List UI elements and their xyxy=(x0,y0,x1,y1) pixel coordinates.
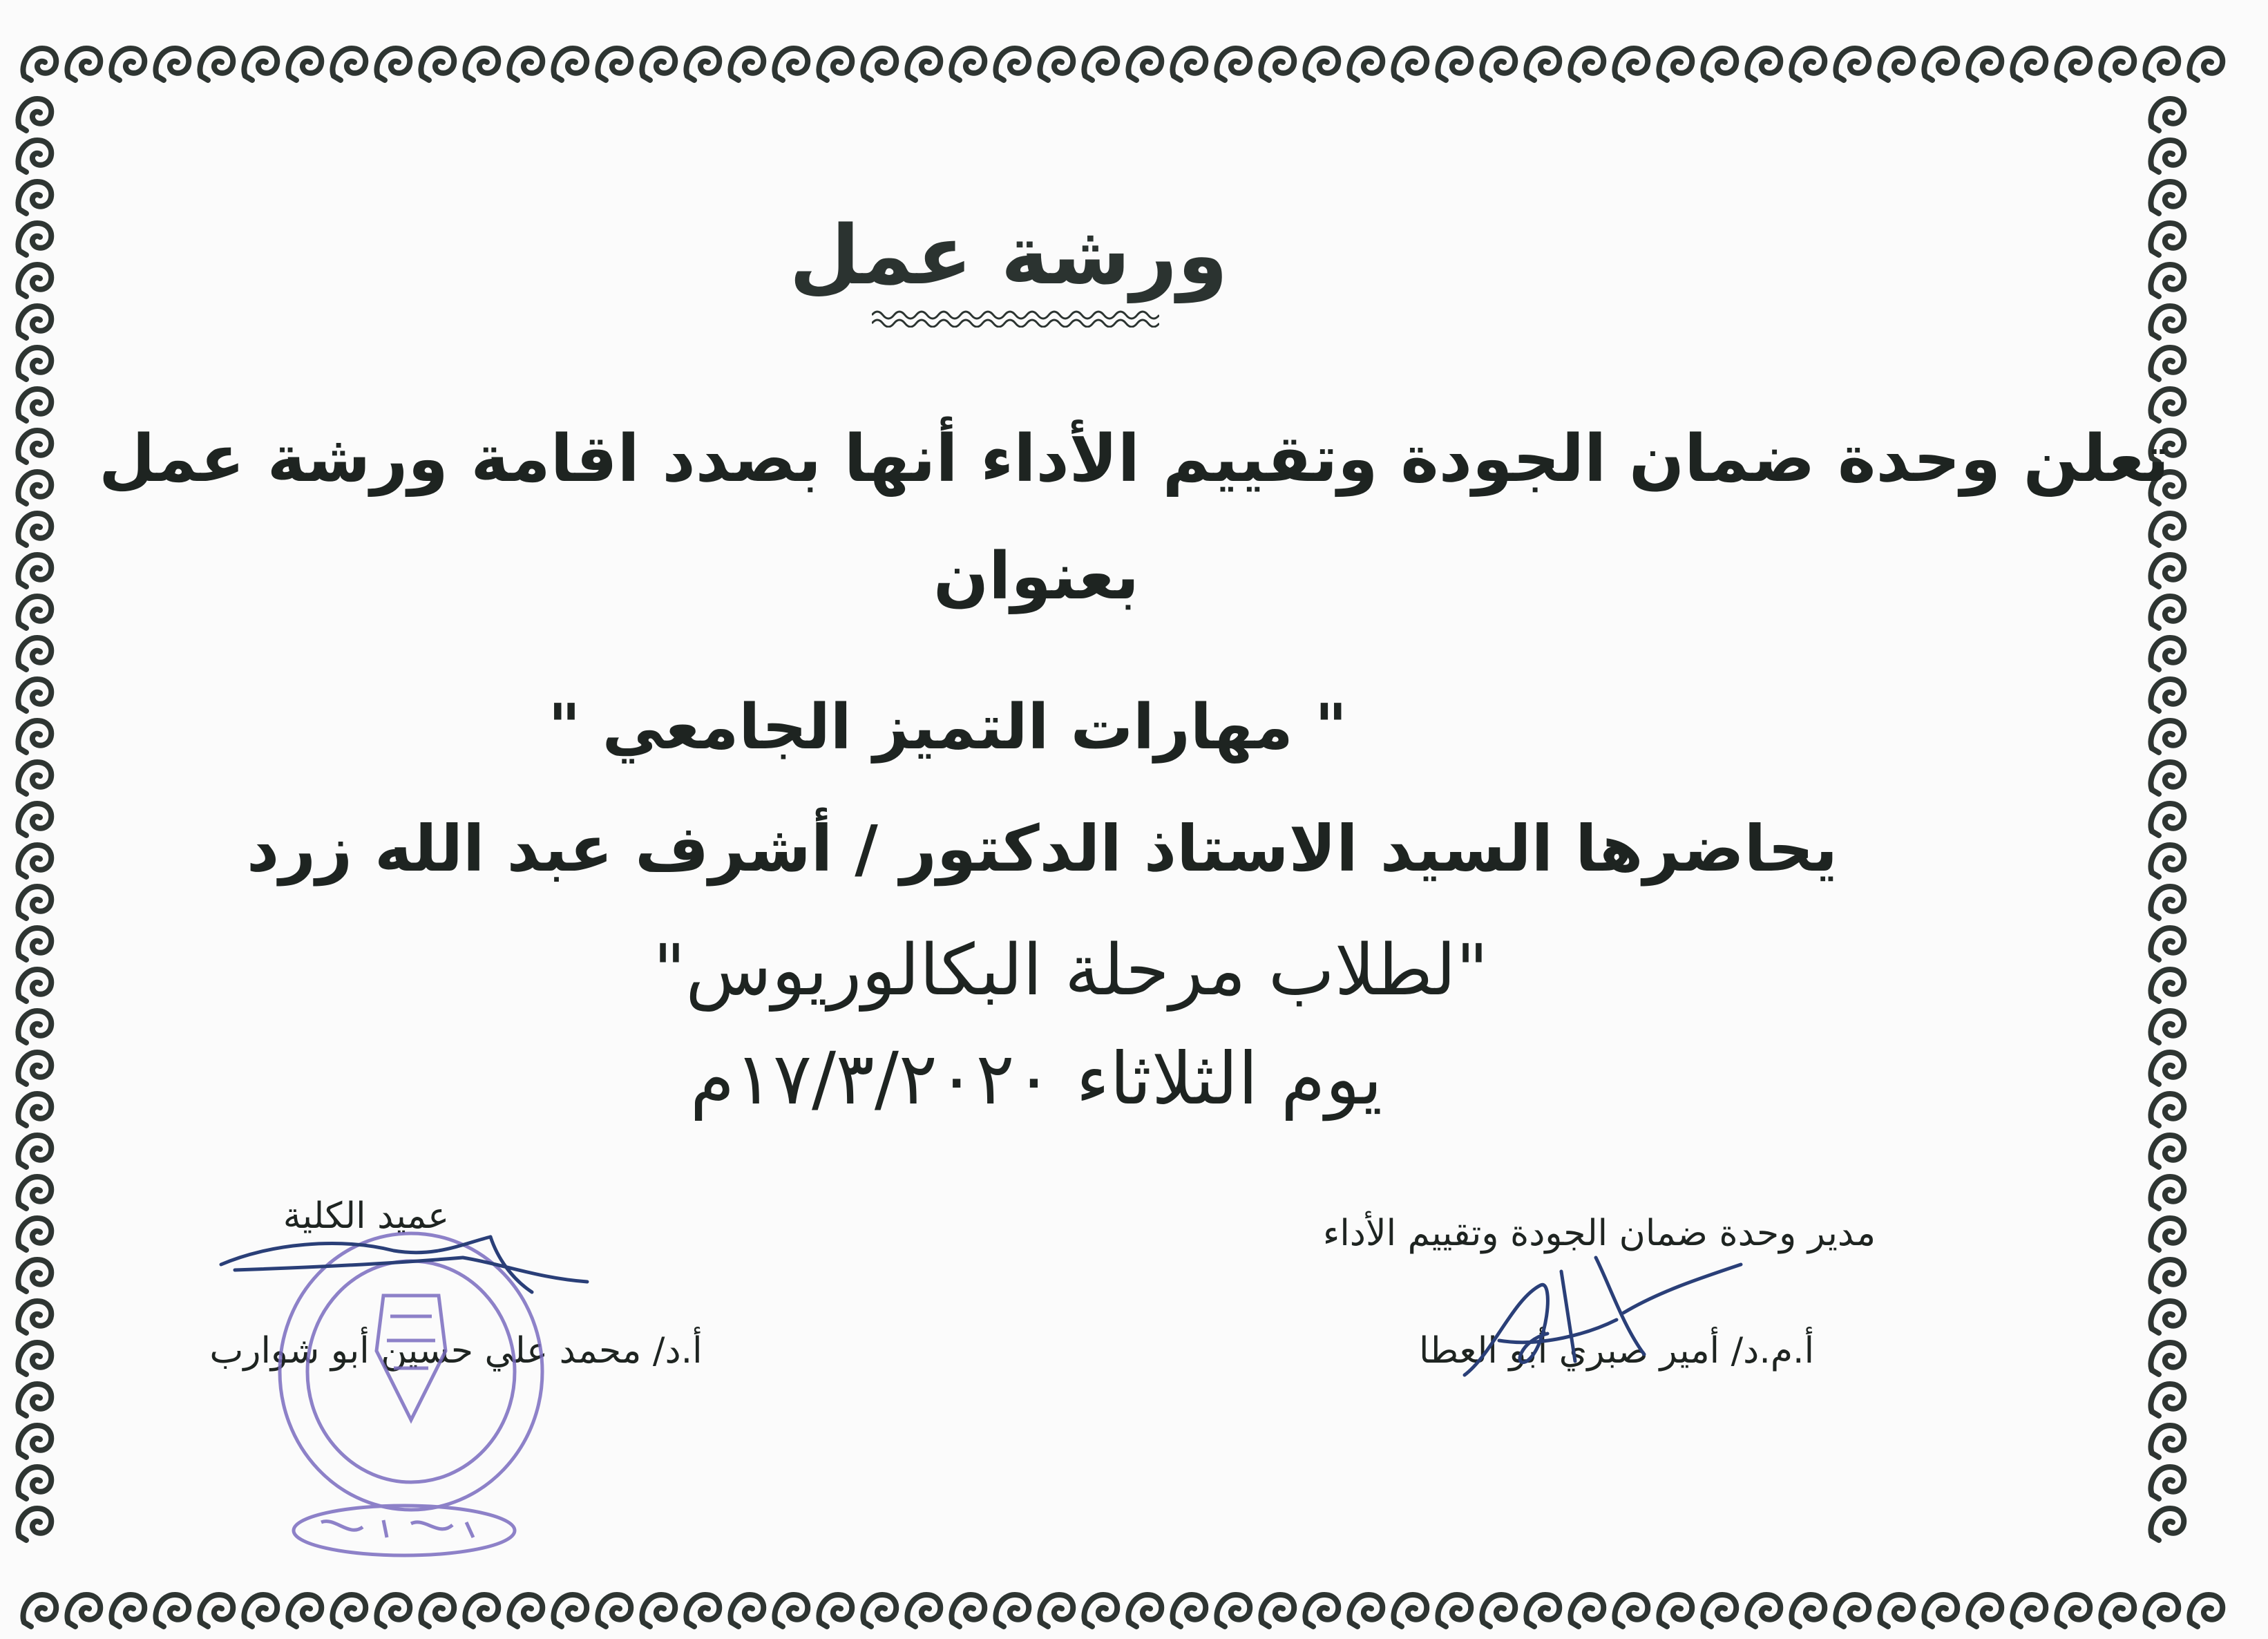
director-handwritten-signature xyxy=(1437,1244,1796,1389)
dean-name: أ.د/ محمد علي حسين أبو شوارب xyxy=(209,1330,703,1372)
workshop-title: " مهارات التميز الجامعي " xyxy=(548,691,1347,764)
announcement-line-1: تعلن وحدة ضمان الجودة وتقييم الأداء أنها بصدد اقامة ورشة عمل xyxy=(98,421,2170,497)
dean-title: عميد الكلية xyxy=(283,1195,450,1237)
quality-unit-director-title: مدير وحدة ضمان الجودة وتقييم الأداء xyxy=(1322,1213,1876,1254)
audience-line: "لطلاب مرحلة البكالوريوس" xyxy=(653,929,1489,1012)
title-underline xyxy=(872,310,1159,328)
lecturer-line: يحاضرها السيد الاستاذ الدكتور / أشرف عبد الله زرد xyxy=(246,812,1838,886)
quality-unit-director-name: أ.م.د/ أمير صبري أبو العطا xyxy=(1418,1330,1815,1372)
document-title: ورشة عمل xyxy=(789,207,1228,303)
date-line: يوم الثلاثاء ١٧/٣/٢٠٢٠م xyxy=(689,1036,1383,1121)
dean-handwritten-signature xyxy=(214,1216,601,1306)
announcement-line-2: بعنوان xyxy=(933,539,1140,614)
